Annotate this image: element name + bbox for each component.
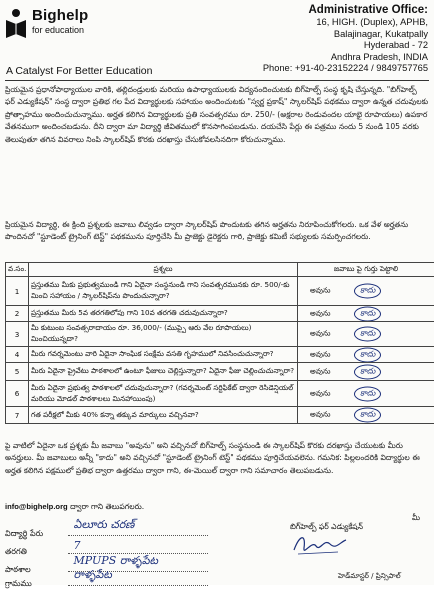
class-field[interactable] <box>68 540 208 554</box>
col-header-answers: జవాబు పై గుర్తు పెట్టాలి <box>298 263 434 277</box>
bighelp-logo <box>5 4 125 48</box>
office-phone: Phone: +91-40-23152224 / 9849757765 <box>238 63 428 75</box>
tagline: A Catalyst For Better Education <box>6 65 153 77</box>
email-link[interactable]: info@bighelp.org <box>5 502 68 511</box>
contact-text: ద్వారా గాని తెలుపగలరు. <box>68 502 145 511</box>
office-line: 16, HIGH. (Duplex), APHB, <box>238 17 428 29</box>
contact-line <box>5 502 144 513</box>
class-value: 7 <box>74 539 81 552</box>
table-row <box>6 363 434 381</box>
intro-paragraph: ప్రియమైన ప్రధానోపాధ్యాయుల వారికి, తల్లిదండ్రులకు మరియు ఉపాధ్యాయులకు విద్యనందించుటకు బిగ్‌హెల్ప్ సంస్థ కృషి చేస్తున్నది. "బిగ్‌హెల్ప్ ఫర్ ఎడ్యుకేషన్" సంస్థ ద్వారా ప్రతిభ గల పేద విద్యార్థులకు సహాయం అందించుటకు "స్వర్ణ ప్రకాష్" స్కాలర్‌షిప్ పథకము ద్వారా ఉన్నత చదువులకు ప్రోత్సాహము అందించుచున్నాము. అర్హత కలిగిన విద్యార్థులకు ప్రతి సంవత్సరము రూ. 250/- (అక్షరాల రెండువందల యాభై రూపాయలు) ఉపకార వేతనముగా అందించబడును. దీని ద్వారా మా విద్యార్థి జీవితములో కొనసాగింపబడును. దయచేసి పేర్లు ఈ పత్రము నందు 5 నుండి 105 వరకు తెలుపుతూ తగిన వివరాలు నింపి స్కాలర్‌షిప్ కొరకు దరఖాస్తు చేసుకోవలసినదిగా కోరుచున్నాము. <box>5 84 429 220</box>
office-line: Hyderabad - 72 <box>238 40 428 52</box>
village-value: రాళ్ళపేట <box>74 568 112 584</box>
answer-yes-option[interactable]: అవును <box>310 349 330 360</box>
village-field[interactable] <box>68 572 208 586</box>
row-question: ప్రస్తుతము మీరు 5వ తరగతిలోపు గాని 10వ తరగతి చదువుచున్నారా? <box>29 306 298 322</box>
answer-yes-option[interactable]: అవును <box>310 388 330 399</box>
row-answer <box>298 322 434 347</box>
table-row <box>6 306 434 322</box>
header-divider <box>5 80 429 81</box>
signoff-line1: మీ <box>250 513 420 524</box>
row-question: మీ కుటుంబ సంవత్సరాదాయం రూ. 36,000/- (ముప్పై ఆరు వేల రూపాయలు) మించియున్నదా? <box>29 322 298 347</box>
table-row <box>6 381 434 407</box>
row-number: 3 <box>6 322 29 347</box>
table-row <box>6 322 434 347</box>
brand-name: Bighelp <box>32 7 88 24</box>
row-answer <box>298 277 434 306</box>
answer-no-circled[interactable]: కాదు <box>354 386 381 401</box>
book-person-icon <box>5 8 27 40</box>
answer-no-circled[interactable]: కాదు <box>354 306 381 321</box>
office-line: Andhra Pradesh, INDIA <box>238 52 428 64</box>
table-row <box>6 407 434 424</box>
student-name-row <box>5 522 208 540</box>
row-question: మీరు ఏదైనా ప్రభుత్వ పాఠశాలలో చదువుచున్నారా? (గవర్నమెంట్ సర్టిఫికేట్ ద్వారా రెసిడెన్షియల్ మరియు మోడల్ పాఠశాలలు మినహాయింపు) <box>29 381 298 407</box>
row-question: మీరు గవర్నమెంటు వారి ఏదైనా సాంఘిక సంక్షేమ వసతి గృహములో నివసించుచున్నారా? <box>29 347 298 363</box>
row-number: 5 <box>6 363 29 381</box>
answer-no-circled[interactable]: కాదు <box>354 347 381 362</box>
row-number: 2 <box>6 306 29 322</box>
eligibility-note: పై వాటిలో ఏదైనా ఒక ప్రశ్నకు మీ జవాబు "అవును" అని వచ్చినచో బిగ్‌హెల్ప్ సంస్థనుండి ఈ స్కాలర్‌షిప్ కొరకు దరఖాస్తు చేయుటకు మీరు అనర్హులు. మీ జవాబులు అన్నీ "కాదు" అని వచ్చినచో "స్టూడెంట్ ట్రైనింగ్ టెస్ట్" పథకము పూర్తిచేయవలెను. గమనిక: పిల్లలందరికి విద్యార్థుల ఈ అర్హత కలిగిన పక్షములో ప్రతిభ ద్వారా ఉత్తరము ద్వారా గాని, ఈ-మెయిల్ ద్వారా గాని సమాచారం తెలుపబడును. <box>5 440 429 500</box>
answer-yes-option[interactable]: అవును <box>310 308 330 319</box>
student-name-field[interactable] <box>68 522 208 536</box>
village-label: గ్రామము <box>5 579 65 590</box>
row-number: 4 <box>6 347 29 363</box>
row-answer <box>298 347 434 363</box>
answer-yes-option[interactable]: అవును <box>310 329 330 340</box>
signoff-line2: బిగ్‌హెల్ప్ ఫర్ ఎడ్యుకేషన్ <box>290 522 363 533</box>
village-row <box>5 572 208 590</box>
row-answer <box>298 407 434 424</box>
row-number: 1 <box>6 277 29 306</box>
answer-no-circled[interactable]: కాదు <box>354 364 381 379</box>
answer-no-circled[interactable]: కాదు <box>354 284 381 299</box>
office-address <box>238 3 428 75</box>
row-question: మీరు ఏదైనా ప్రైవేటు పాఠశాలలో ఉంటూ ఫీజులు చెల్లిస్తున్నారా? ఏదైనా ఫీజు చెల్లించుచున్నారా? <box>29 363 298 381</box>
class-label: తరగతి <box>5 547 65 558</box>
answer-yes-option[interactable]: అవును <box>310 366 330 377</box>
answer-no-circled[interactable]: కాదు <box>354 408 381 423</box>
headmaster-label: హెడ్‌మాస్టర్ / ప్రిన్సిపాల్ <box>338 572 401 582</box>
row-question: ప్రస్తుతము మీకు ప్రభుత్వముండి గాని ఏదైనా సంస్థనుండి గాని సంవత్సరమునకు రూ. 500/-కు మించి సహాయం / స్కాలర్‌షిప్‌ను పొందుచున్నారా? <box>29 277 298 306</box>
answer-no-circled[interactable]: కాదు <box>354 327 381 342</box>
row-number: 6 <box>6 381 29 407</box>
col-header-questions: ప్రశ్నలు <box>29 263 298 277</box>
student-name-label: విద్యార్థి పేరు <box>5 529 65 540</box>
answer-yes-option[interactable]: అవును <box>310 410 330 421</box>
brand-subtitle: for education <box>32 25 84 35</box>
answer-yes-option[interactable]: అవును <box>310 286 330 297</box>
office-title: Administrative Office: <box>238 3 428 17</box>
student-name-value: ఏలూరు చరణ్ <box>74 518 135 534</box>
row-answer <box>298 363 434 381</box>
row-answer <box>298 306 434 322</box>
school-value: MPUPS రాళ్ళపేట <box>74 554 158 570</box>
eligibility-table <box>5 262 434 424</box>
row-question: గత పరీక్షలో మీకు 40% కన్నా తక్కువ మార్కులు వచ్చినవా? <box>29 407 298 424</box>
row-answer <box>298 381 434 407</box>
office-line: Balajinagar, Kukatpally <box>238 29 428 41</box>
row-number: 7 <box>6 407 29 424</box>
school-label: పాఠశాల <box>5 565 65 576</box>
col-header-number: వ.సం. <box>6 263 29 277</box>
table-row <box>6 277 434 306</box>
student-paragraph: ప్రియమైన విద్యార్థి, ఈ క్రింది ప్రశ్నలకు జవాబు లివ్వడం ద్వారా స్కాలర్‌షిప్ పొందుటకు తగిన అర్హతను నిరూపించుకోగలరు. ఒక వేళ అర్హతను పొందినచో "స్టూడెంట్ ట్రైనింగ్ టెస్ట్" పథకమును పూర్తిచేసి మీ ప్రాజెక్టు డైరెక్టరు గారి, ప్రాజెక్టు కమిటీ సభ్యులకు సమర్పించగలరు. <box>5 219 429 261</box>
handwritten-signature <box>290 530 350 560</box>
table-row <box>6 347 434 363</box>
